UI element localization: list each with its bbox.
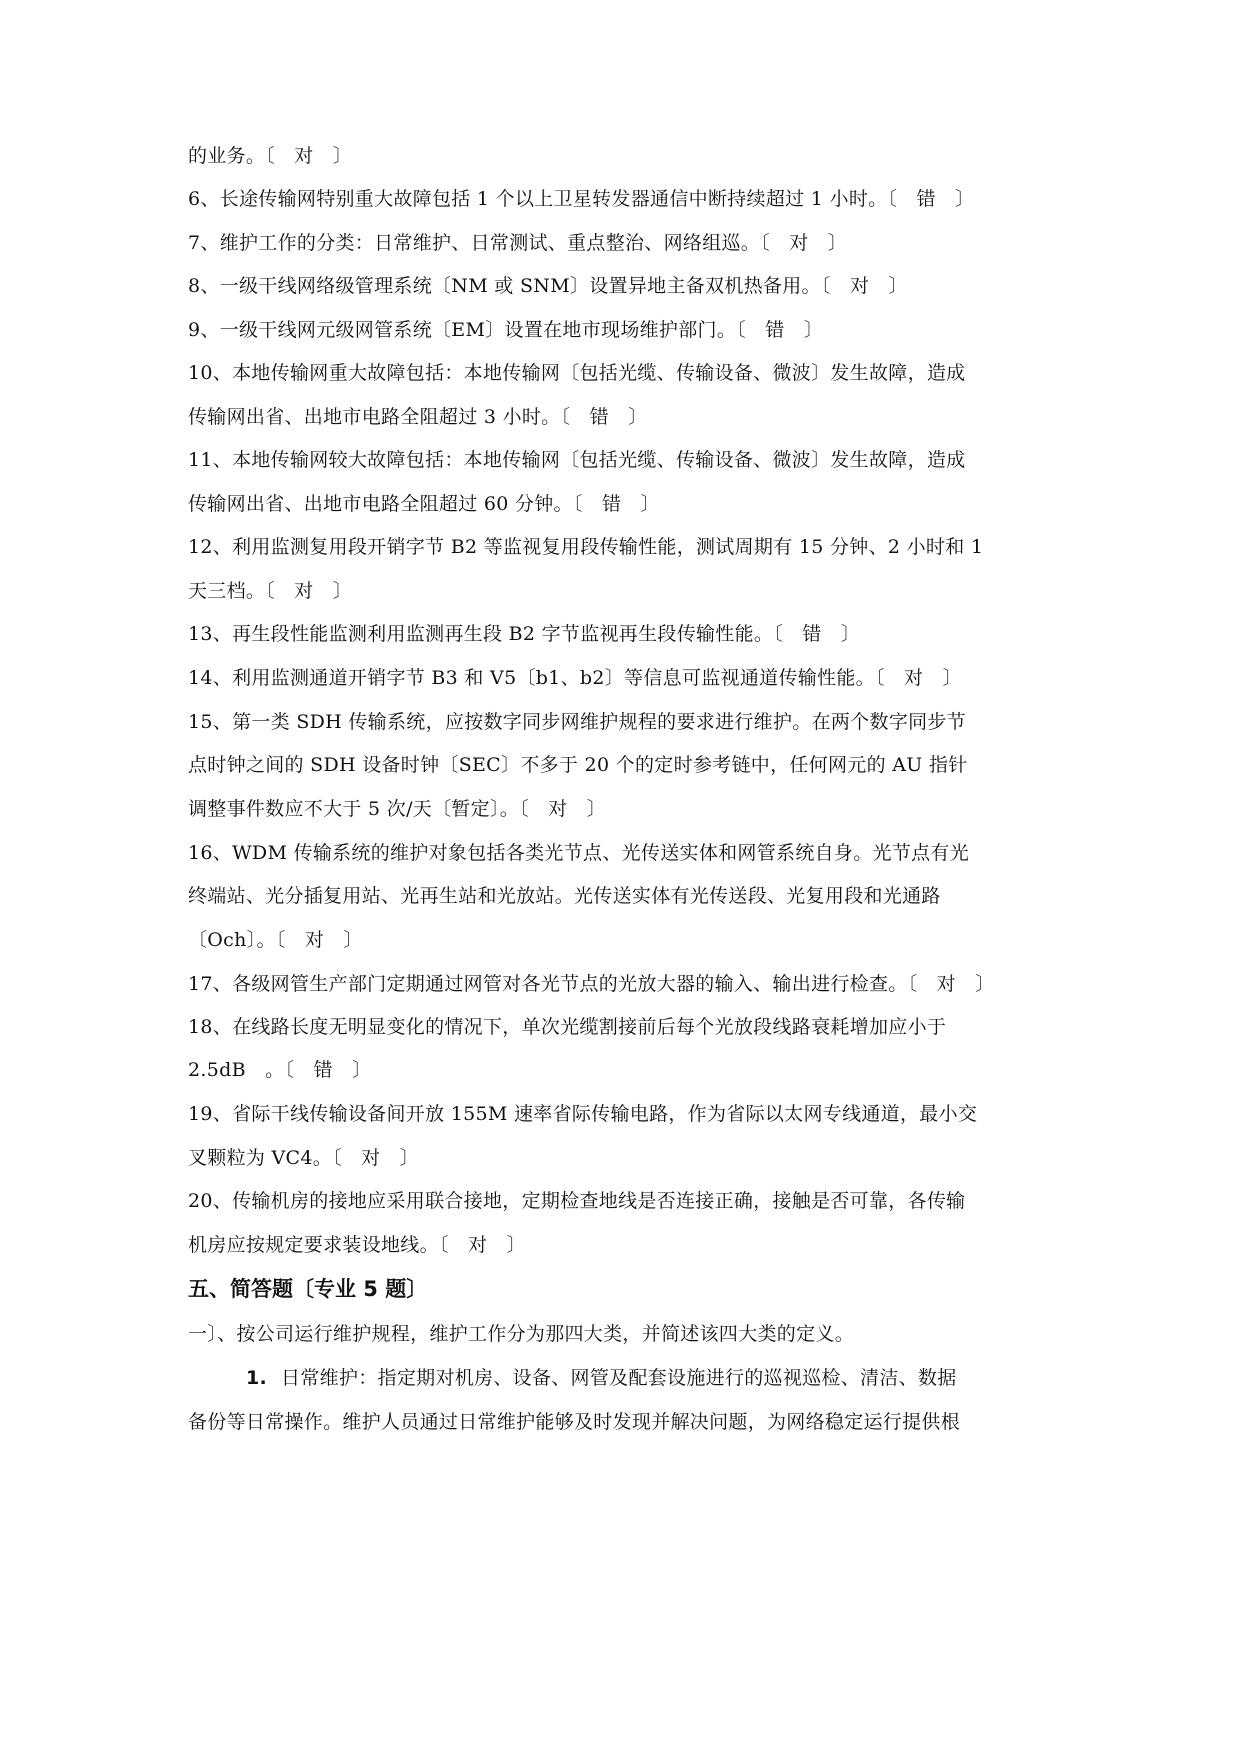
text-line: 调整事件数应不大于 5 次/天〔暂定〕。〔 对 〕 (188, 798, 607, 820)
text-line: 叉颗粒为 VC4。〔 对 〕 (188, 1147, 420, 1169)
text-line: 7、维护工作的分类：日常维护、日常测试、重点整治、网络组巡。〔 对 〕 (188, 232, 848, 254)
text-line: 15、第一类 SDH 传输系统，应按数字同步网维护规程的要求进行维护。在两个数字同步节 (188, 711, 966, 733)
text-line: 20、传输机房的接地应采用联合接地，定期检查地线是否连接正确，接触是否可靠，各传输 (188, 1190, 966, 1212)
text-line: 〔Och〕。〔 对 〕 (188, 929, 363, 951)
answer-line: 备份等日常操作。维护人员通过日常维护能够及时发现并解决问题，为网络稳定运行提供根 (188, 1411, 961, 1433)
text-line: 终端站、光分插复用站、光再生站和光放站。光传送实体有光传送段、光复用段和光通路 (188, 885, 941, 907)
text-line: 11、本地传输网较大故障包括：本地传输网〔包括光缆、传输设备、微波〕发生故障，造成 (188, 449, 966, 471)
text-line: 19、省际干线传输设备间开放 155M 速率省际传输电路，作为省际以太网专线通道，最小交 (188, 1103, 978, 1125)
text-line: 传输网出省、出地市电路全阻超过 60 分钟。〔 错 〕 (188, 493, 660, 515)
text-line: 6、长途传输网特别重大故障包括 1 个以上卫星转发器通信中断持续超过 1 小时。〔 错 〕 (188, 188, 975, 210)
text-line: 10、本地传输网重大故障包括：本地传输网〔包括光缆、传输设备、微波〕发生故障，造成 (188, 362, 966, 384)
text-line: 天三档。〔 对 〕 (188, 580, 353, 602)
answer-line (246, 1364, 1061, 1392)
text-line: 传输网出省、出地市电路全阻超过 3 小时。〔 错 〕 (188, 406, 648, 428)
text-line: 12、利用监测复用段开销字节 B2 等监视复用段传输性能，测试周期有 15 分钟、2 小时和 1 (188, 536, 984, 558)
text-line: 16、WDM 传输系统的维护对象包括各类光节点、光传送实体和网管系统自身。光节点有光 (188, 842, 970, 864)
text-line: 13、再生段性能监测利用监测再生段 B2 字节监视再生段传输性能。〔 错 〕 (188, 623, 861, 645)
text-line: 的业务。〔 对 〕 (188, 145, 353, 167)
text-line: 8、一级干线网络级管理系统〔NM 或 SNM〕设置异地主备双机热备用。〔 对 〕 (188, 275, 908, 297)
question-text: 一〕、按公司运行维护规程，维护工作分为那四大类，并简述该四大类的定义。 (188, 1323, 855, 1345)
text-line: 18、在线路长度无明显变化的情况下，单次光缆割接前后每个光放段线路衰耗增加应小于 (188, 1016, 947, 1038)
answer-number: 1. (246, 1367, 268, 1389)
text-line: 9、一级干线网元级网管系统〔EM〕设置在地市现场维护部门。〔 错 〕 (188, 319, 824, 341)
text-line: 14、利用监测通道开销字节 B3 和 V5〔b1、b2〕等信息可监视通道传输性能。〔 对 〕 (188, 667, 962, 689)
text-line: 机房应按规定要求装设地线。〔 对 〕 (188, 1234, 526, 1256)
text-line: 17、各级网管生产部门定期通过网管对各光节点的光放大器的输入、输出进行检查。〔 对 〕 (188, 973, 995, 995)
text-line: 2.5dB 。〔 错 〕 (188, 1059, 372, 1081)
answer-text: 日常维护：指定期对机房、设备、网管及配套设施进行的巡视巡检、清洁、数据 (281, 1367, 957, 1389)
section-heading: 五、简答题〔专业 5 题〕 (188, 1277, 428, 1301)
text-line: 点时钟之间的 SDH 设备时钟〔SEC〕不多于 20 个的定时参考链中，任何网元的 AU 指针 (188, 754, 968, 776)
